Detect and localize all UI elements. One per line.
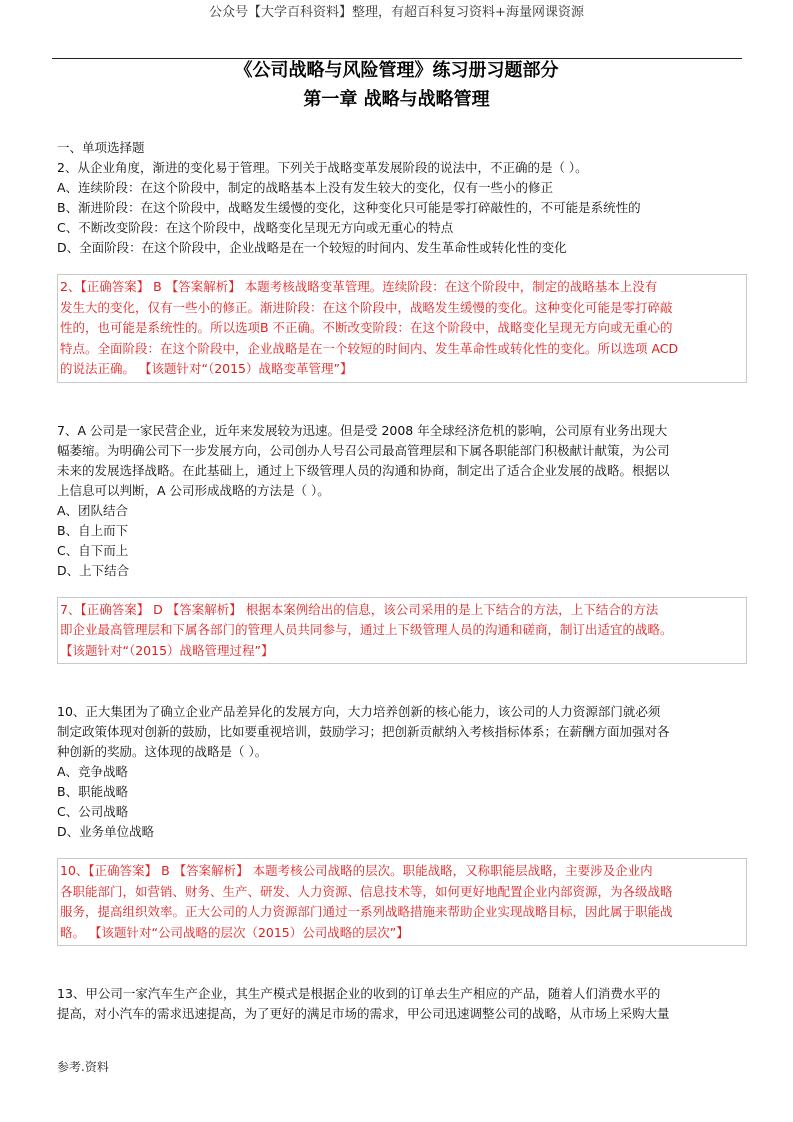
option-c: C、自下而上 xyxy=(57,542,129,558)
chapter-title: 第一章 战略与战略管理 xyxy=(303,89,490,110)
answer-line: 性的，也可能是系统性的。所以选项B 不正确。不断改变阶段：在这个阶段中，战略变化呈现无方向或无重心的 xyxy=(60,320,673,335)
answer-line: 10、【正确答案】 B 【答案解析】 本题考核公司战略的层次。职能战略，又称职能层战略，主要涉及企业内 xyxy=(60,863,653,878)
document-title: 《公司战略与风险管理》练习册习题部分 xyxy=(234,60,559,81)
answer-line: 2、【正确答案】 B 【答案解析】 本题考核战略变革管理。连续阶段：在这个阶段中，制定的战略基本上没有 xyxy=(60,279,658,294)
answer-box xyxy=(57,274,747,383)
question-stem: 幅萎缩。为明确公司下一步发展方向，公司创办人号召公司最高管理层和下属各职能部门积极献计献策，为公司 xyxy=(57,442,670,458)
answer-line: 特点。全面阶段：在这个阶段中，企业战略是在一个较短的时间内、发生革命性或转化性的变化。所以选项 ACD xyxy=(60,340,679,356)
question-block xyxy=(57,702,747,946)
question-stem: 13、甲公司一家汽车生产企业，其生产模式是根据企业的收到的订单去生产相应的产品，随着人们消费水平的 xyxy=(57,986,661,1001)
answer-box xyxy=(57,858,747,946)
option-d: D、业务单位战略 xyxy=(57,824,155,839)
option-b: B、自上而下 xyxy=(57,522,129,538)
question-stem: 10、正大集团为了确立企业产品差异化的发展方向，大力培养创新的核心能力，该公司的人力资源部门就必须 xyxy=(57,704,661,719)
answer-line: 的说法正确。 【该题针对“（2015）战略变革管理”】 xyxy=(60,361,353,376)
answer-line: 7、【正确答案】 D 【答案解析】 根据本案例给出的信息，该公司采用的是上下结合的方法，上下结合的方法 xyxy=(60,601,659,617)
question-stem: 制定政策体现对创新的鼓励，比如要重视培训，鼓励学习；把创新贡献纳入考核指标体系；在薪酬方面加强对各 xyxy=(57,724,670,739)
option-a: A、团队结合 xyxy=(57,502,129,518)
answer-line: 略。 【该题针对“公司战略的层次（2015）公司战略的层次”】 xyxy=(60,924,409,940)
question-stem: 提高，对小汽车的需求迅速提高，为了更好的满足市场的需求，甲公司迅速调整公司的战略，从市场上采购大量 xyxy=(57,1006,670,1021)
answer-line: 服务，提高组织效率。正大公司的人力资源部门通过一系列战略措施来帮助企业实现战略目标，因此属于职能战 xyxy=(60,904,673,919)
answer-box xyxy=(57,597,747,665)
question-block xyxy=(57,158,747,383)
option-a: A、连续阶段：在这个阶段中，制定的战略基本上没有发生较大的变化，仅有一些小的修正 xyxy=(57,180,554,195)
question-block xyxy=(57,984,747,1024)
option-b: B、职能战略 xyxy=(57,784,129,799)
option-d: D、全面阶段：在这个阶段中，企业战略是在一个较短的时间内、发生革命性或转化性的变化 xyxy=(57,240,567,255)
question-block xyxy=(57,421,747,665)
answer-line: 【该题针对“（2015）战略管理过程”】 xyxy=(60,642,274,658)
footer-note: 参考.资料 xyxy=(57,1060,109,1074)
option-b: B、渐进阶段：在这个阶段中，战略发生缓慢的变化，这种变化只可能是零打碎敲性的，不可能是系统性的 xyxy=(57,200,641,215)
question-stem: 7、A 公司是一家民营企业，近年来发展较为迅速。但是受 2008 年全球经济危机的影响，公司原有业务出现大 xyxy=(57,422,668,438)
option-c: C、公司战略 xyxy=(57,804,129,819)
answer-line: 各职能部门，如营销、财务、生产、研发、人力资源、信息技术等，如何更好地配置企业内部资源，为各级战略 xyxy=(60,883,673,899)
question-stem: 上信息可以判断，A 公司形成战略的方法是（ ）。 xyxy=(57,482,330,498)
question-content xyxy=(57,138,747,1024)
question-stem: 种创新的奖励。这体现的战略是（ ）。 xyxy=(57,744,268,759)
option-c: C、不断改变阶段：在这个阶段中，战略变化呈现无方向或无重心的特点 xyxy=(57,220,454,235)
answer-line: 发生大的变化，仅有一些小的修正。渐进阶段：在这个阶段中，战略发生缓慢的变化。这种变化可能是零打碎敲 xyxy=(60,299,673,315)
section-heading: 一、单项选择题 xyxy=(57,140,145,155)
question-stem: 2、从企业角度，渐进的变化易于管理。下列关于战略变革发展阶段的说法中，不正确的是（ ）。 xyxy=(57,160,588,175)
option-a: A、竞争战略 xyxy=(57,764,129,779)
header-note: 公众号【大学百科资料】整理，有超百科复习资料+海量网课资源 xyxy=(209,5,584,20)
answer-line: 即企业最高管理层和下属各部门的管理人员共同参与，通过上下级管理人员的沟通和磋商，制订出适宜的战略。 xyxy=(60,622,673,637)
question-stem: 未来的发展选择战略。在此基础上，通过上下级管理人员的沟通和协商，制定出了适合企业发展的战略。根据以 xyxy=(57,462,670,478)
option-d: D、上下结合 xyxy=(57,562,130,578)
